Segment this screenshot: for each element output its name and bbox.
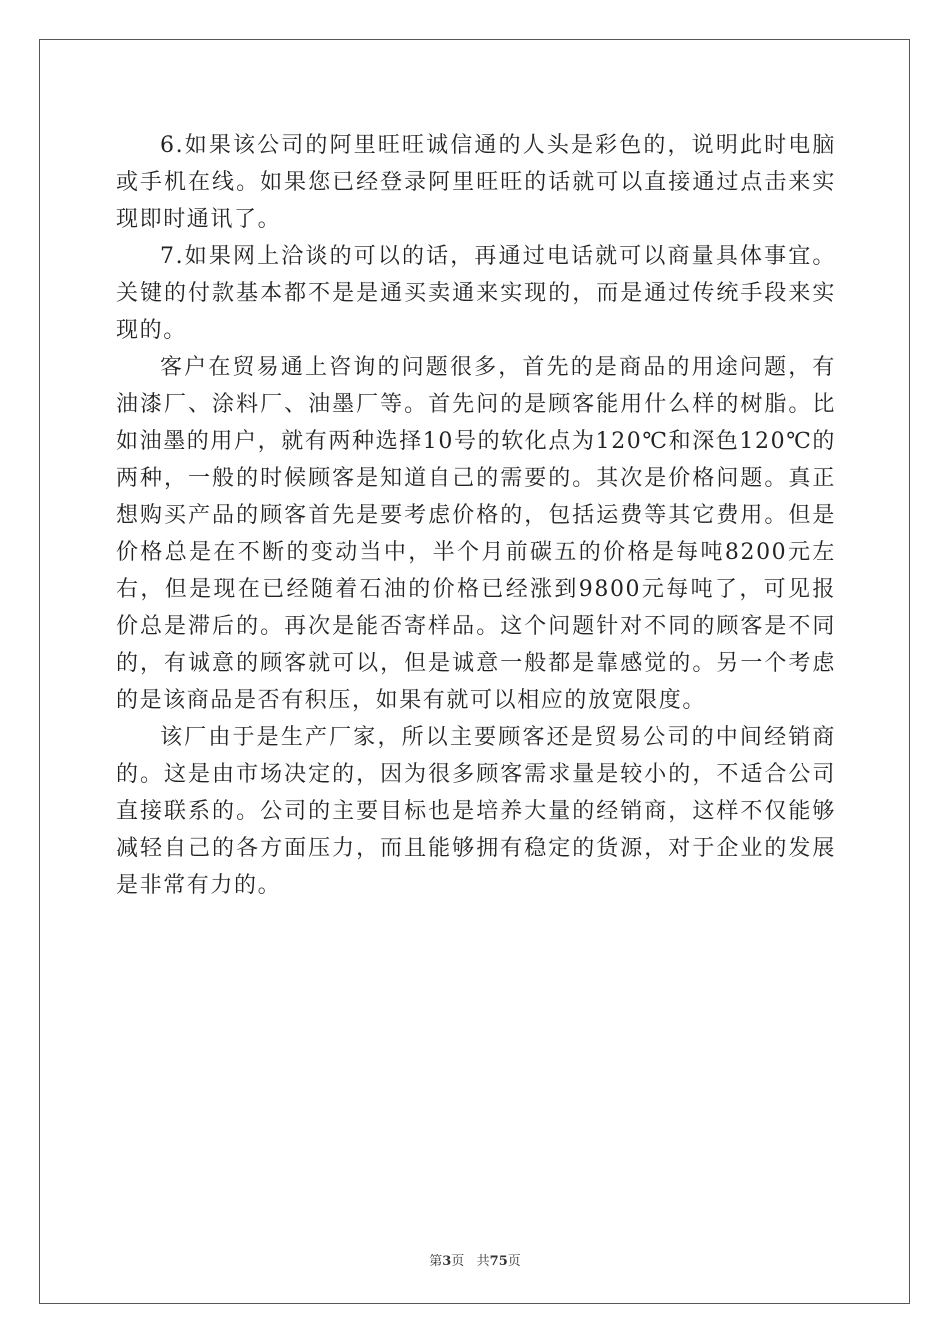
paragraph-item-6: 6.如果该公司的阿里旺旺诚信通的人头是彩色的，说明此时电脑或手机在线。如果您已经登录阿里旺旺的话就可以直接通过点击来实现即时通讯了。 [116,133,836,232]
page-footer [0,1250,950,1269]
paragraph-distributors: 该厂由于是生产厂家，所以主要顾客还是贸易公司的中间经销商的。这是由市场决定的，因为很多顾客需求量是较小的，不适合公司直接联系的。公司的主要目标也是培养大量的经销商，这样不仅能够减轻自己的各方面压力，而且能够拥有稳定的货源，对于企业的发展是非常有力的。 [116,725,836,898]
paragraph-item-7: 7.如果网上洽谈的可以的话，再通过电话就可以商量具体事宜。关键的付款基本都不是是通买卖通来实现的，而是通过传统手段来实现的。 [116,244,836,343]
footer-mid: 页 共 [451,1254,490,1269]
footer-prefix: 第 [429,1254,443,1269]
footer-total-pages: 75 [489,1254,508,1269]
document-body [116,127,836,904]
footer-page-number: 3 [442,1254,452,1269]
paragraph-customer-questions: 客户在贸易通上咨询的问题很多，首先的是商品的用途问题，有油漆厂、涂料厂、油墨厂等。首先问的是顾客能用什么样的树脂。比如油墨的用户，就有两种选择10号的软化点为120℃和深色120℃的两种，一般的时候顾客是知道自己的需要的。其次是价格问题。真正想购买产品的顾客首先是要考虑价格的，包括运费等其它费用。但是价格总是在不断的变动当中，半个月前碳五的价格是每吨8200元左右，但是现在已经随着石油的价格已经涨到9800元每吨了，可见报价总是滞后的。再次是能否寄样品。这个问题针对不同的顾客是不同的，有诚意的顾客就可以，但是诚意一般都是靠感觉的。另一个考虑的是该商品是否有积压，如果有就可以相应的放宽限度。 [116,355,836,713]
footer-suffix: 页 [507,1254,521,1269]
